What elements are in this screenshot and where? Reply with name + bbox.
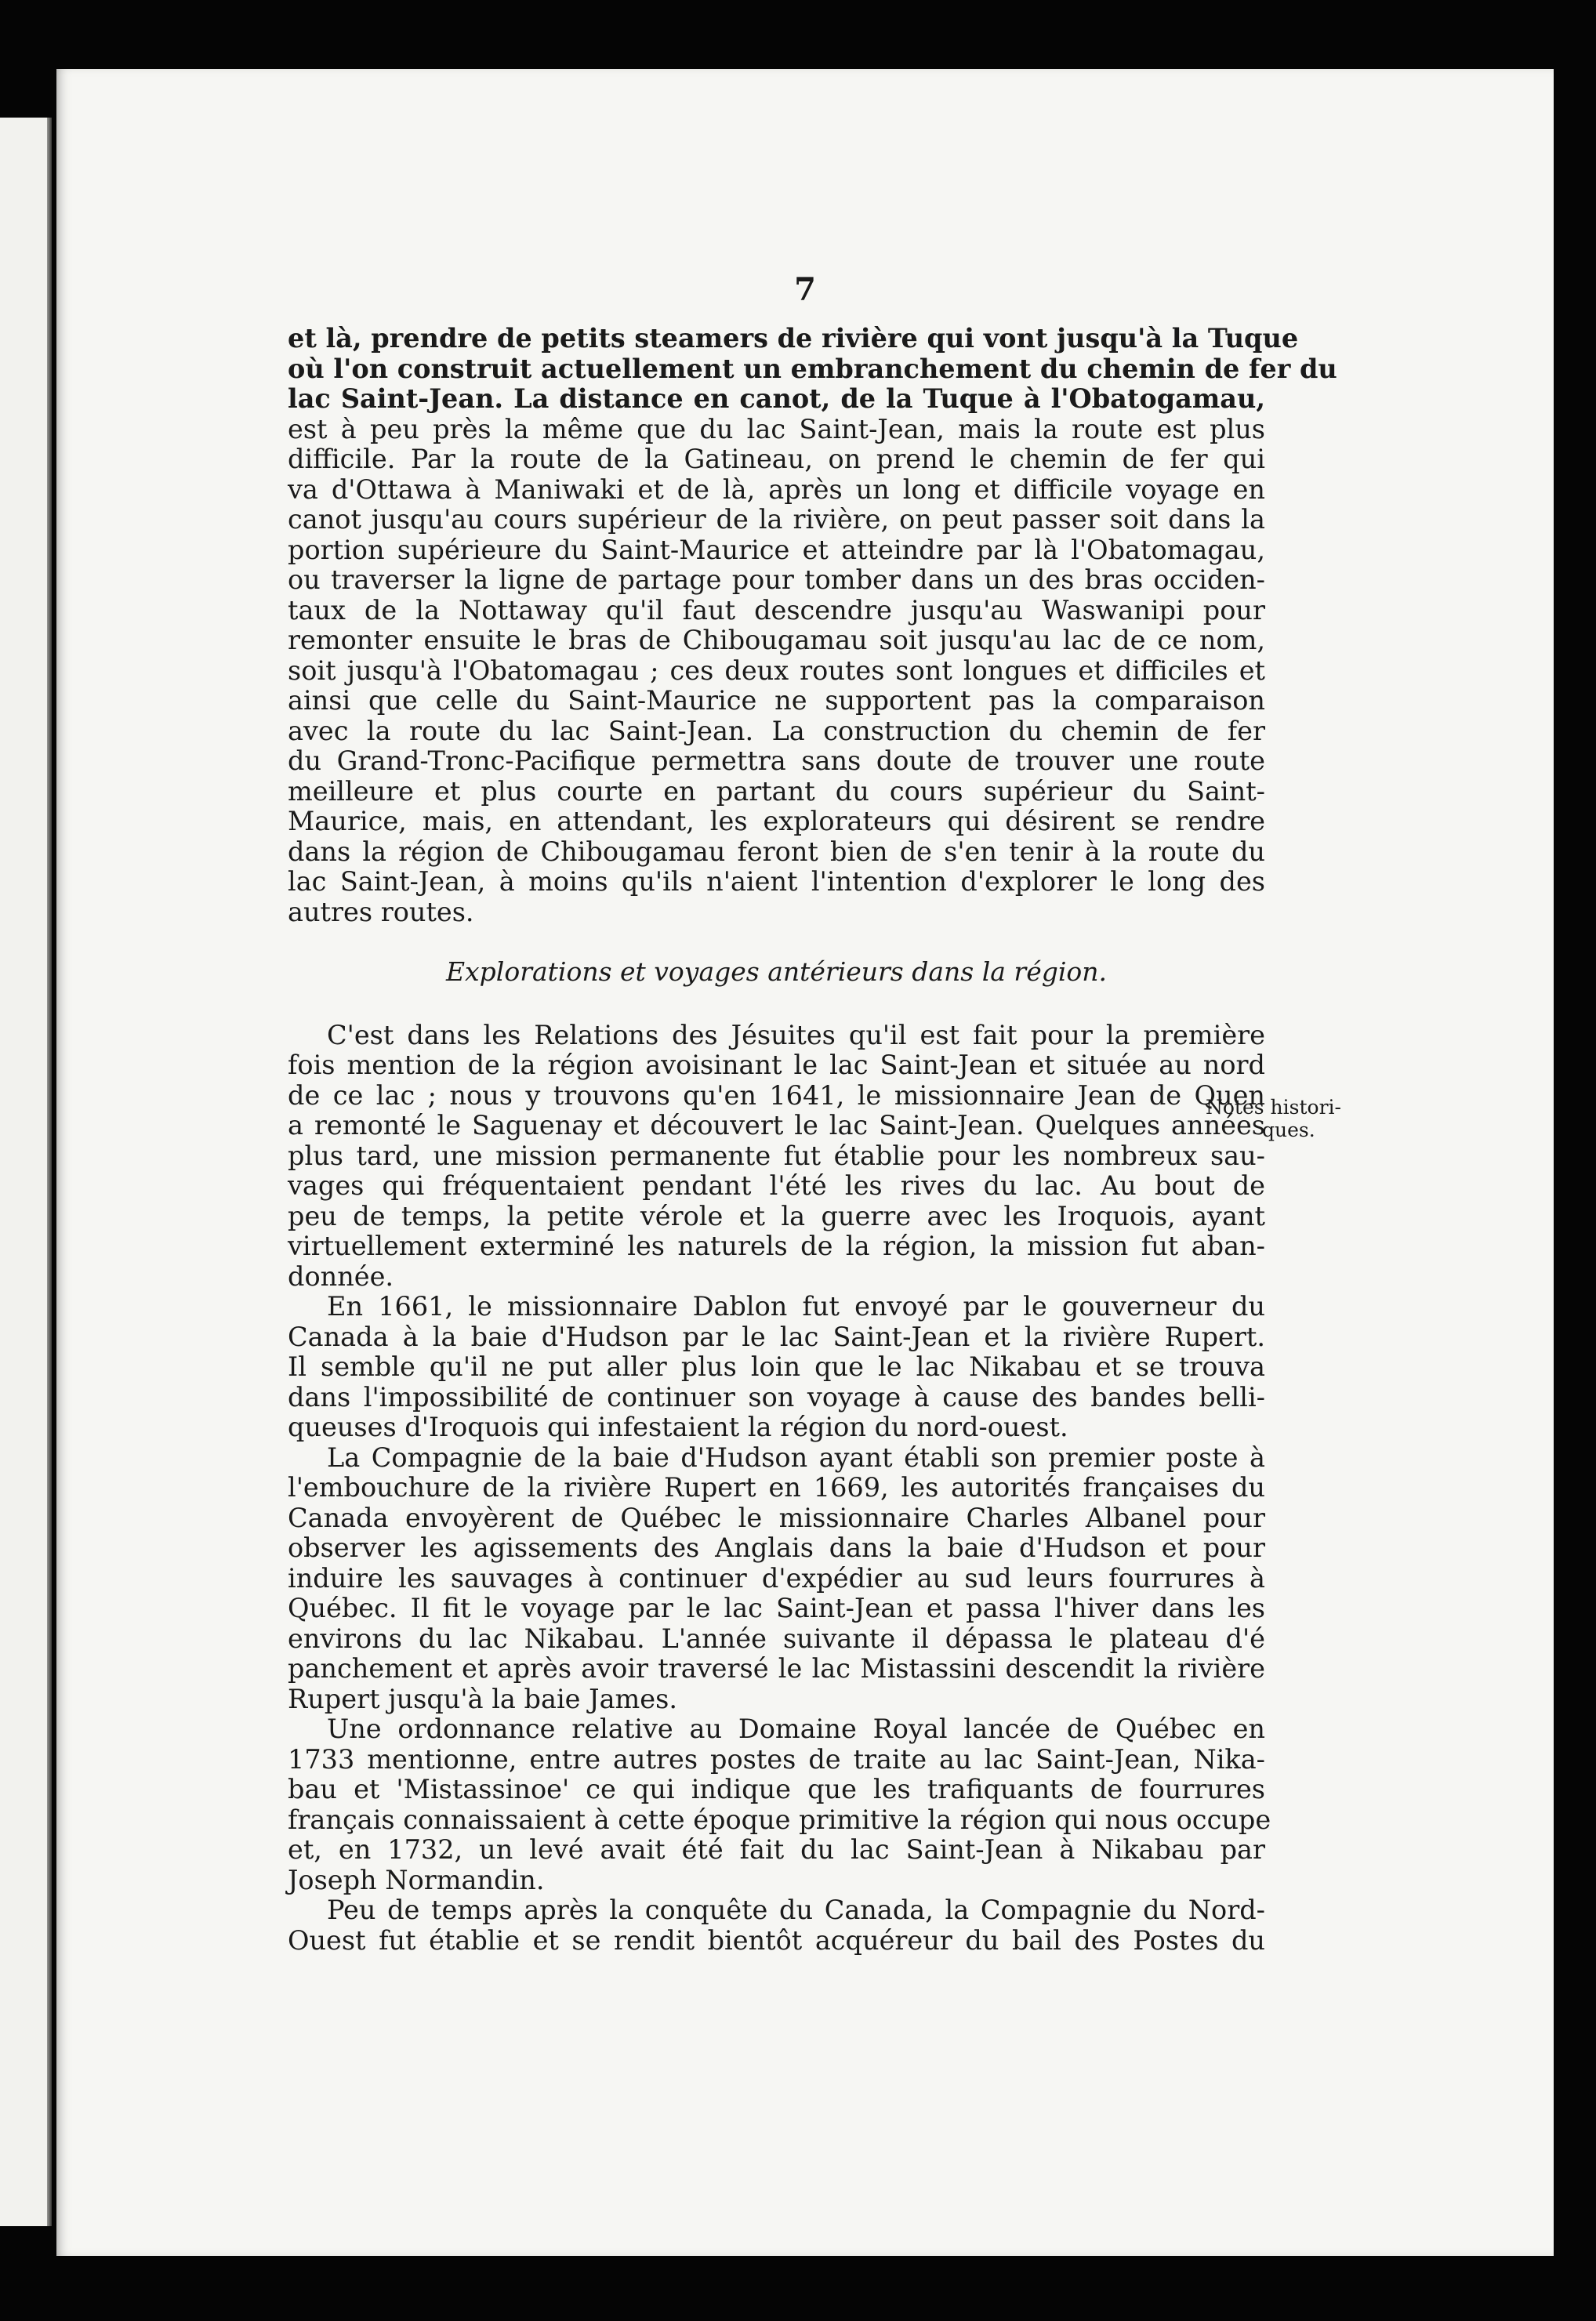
text-line: lac Saint-Jean, à moins qu'ils n'aient l'intention d'explorer le long des [288,866,1265,897]
text-line: En 1661, le missionnaire Dablon fut envoyé par le gouverneur du [327,1291,1265,1322]
text-line: Québec. Il fit le voyage par le lac Saint-Jean et passa l'hiver dans les [288,1593,1265,1623]
paragraph-north-west-company [288,1895,1265,1956]
text-line: ou traverser la ligne de partage pour tomber dans un des bras occiden- [288,564,1265,595]
text-line: virtuellement exterminé les naturels de la région, la mission fut aban- [288,1231,1265,1261]
text-line: français connaissaient à cette époque primitive la région qui nous occupe [288,1804,1271,1835]
text-line: canot jusqu'au cours supérieur de la rivière, on peut passer soit dans la [288,504,1265,535]
text-line: queuses d'Iroquois qui infestaient la région du nord-ouest. [288,1412,1068,1442]
paragraph-dablon [288,1292,1265,1443]
adjacent-page-edge [0,118,52,2226]
margin-note-line: ques. [1262,1119,1315,1141]
book-page [56,69,1554,2256]
section-heading: Explorations et voyages antérieurs dans la région. [445,956,1108,987]
text-line: l'embouchure de la rivière Rupert en 1669, les autorités françaises du [288,1472,1265,1503]
text-line: difficile. Par la route de la Gatineau, on prend le chemin de fer qui [288,444,1265,474]
text-line: Rupert jusqu'à la baie James. [288,1683,677,1714]
text-line: peu de temps, la petite vérole et la guerre avec les Iroquois, ayant [288,1200,1265,1231]
text-line: meilleure et plus courte en partant du cours supérieur du Saint- [288,775,1265,807]
text-line: donnée. [288,1260,394,1292]
text-line: va d'Ottawa à Maniwaki et de là, après un long et difficile voyage en [288,473,1265,505]
text-line: Ouest fut établie et se rendit bientôt acquéreur du bail des Postes du [288,1924,1265,1956]
paragraph-route-description [288,323,1337,927]
text-line: Peu de temps après la conquête du Canada, la Compagnie du Nord- [327,1895,1265,1925]
text-line: dans l'impossibilité de continuer son voyage à cause des bandes belli- [288,1381,1265,1413]
text-line: panchement et après avoir traversé le lac Mistassini descendit la rivière [288,1653,1265,1684]
text-line: et, en 1732, un levé avait été fait du lac Saint-Jean à Nikabau par [288,1834,1265,1865]
text-line: plus tard, une mission permanente fut établie pour les nombreux sau- [288,1140,1265,1171]
text-line: et là, prendre de petits steamers de rivière qui vont jusqu'à la Tuque [288,323,1299,354]
text-line: Canada à la baie d'Hudson par le lac Saint-Jean et la rivière Rupert. [288,1321,1265,1352]
text-line: remonter ensuite le bras de Chibougamau soit jusqu'au lac de ce nom, [288,625,1265,655]
text-line: Joseph Normandin. [288,1864,545,1895]
text-line: est à peu près la même que du lac Saint-Jean, mais la route est plus [288,413,1265,444]
text-line: a remonté le Saguenay et découvert le lac Saint-Jean. Quelques années [288,1110,1265,1141]
text-line: ainsi que celle du Saint-Maurice ne supportent pas la comparaison [288,685,1265,716]
paragraph-jesuit-relations [288,1021,1265,1293]
text-line: portion supérieure du Saint-Maurice et atteindre par là l'Obatomagau, [288,534,1265,565]
text-line: environs du lac Nikabau. L'année suivante il dépassa le plateau d'é [288,1623,1265,1654]
text-line: vages qui fréquentaient pendant l'été les rives du lac. Au bout de [288,1170,1265,1201]
text-line: autres routes. [288,896,474,927]
text-line: induire les sauvages à continuer d'expédier au sud leurs fourrures à [288,1562,1265,1594]
page-number: 7 [794,271,816,308]
text-line: 1733 mentionne, entre autres postes de traite au lac Saint-Jean, Nika- [288,1743,1265,1775]
text-line: du Grand-Tronc-Pacifique permettra sans doute de trouver une route [288,745,1265,776]
text-line: avec la route du lac Saint-Jean. La construction du chemin de fer [288,715,1265,746]
text-line: bau et 'Mistassinoe' ce qui indique que les trafiquants de fourrures [288,1774,1265,1804]
text-line: fois mention de la région avoisinant le lac Saint-Jean et située au nord [288,1050,1265,1080]
text-line: observer les agissements des Anglais dans la baie d'Hudson et pour [288,1532,1265,1563]
paragraph-hudson-bay-company [288,1443,1265,1715]
text-line: Maurice, mais, en attendant, les explorateurs qui désirent se rendre [288,806,1265,836]
text-line: soit jusqu'à l'Obatomagau ; ces deux routes sont longues et difficiles et [288,655,1265,686]
text-line: où l'on construit actuellement un embranchement du chemin de fer du [288,353,1337,384]
paragraph-domaine-royal [288,1714,1271,1895]
text-line: Une ordonnance relative au Domaine Royal lancée de Québec en [327,1714,1265,1744]
text-line: dans la région de Chibougamau feront bien de s'en tenir à la route du [288,836,1265,867]
text-line: de ce lac ; nous y trouvons qu'en 1641, le missionnaire Jean de Quen [288,1079,1265,1111]
text-line: Canada envoyèrent de Québec le missionnaire Charles Albanel pour [288,1502,1265,1533]
text-line: La Compagnie de la baie d'Hudson ayant établi son premier poste à [327,1442,1265,1473]
margin-note-line: Notes histori- [1206,1096,1341,1119]
text-line: taux de la Nottaway qu'il faut descendre jusqu'au Waswanipi pour [288,594,1265,626]
text-line: lac Saint-Jean. La distance en canot, de la Tuque à l'Obatogamau, [288,383,1265,414]
text-line: C'est dans les Relations des Jésuites qu'il est fait pour la première [327,1019,1265,1050]
text-line: Il semble qu'il ne put aller plus loin que le lac Nikabau et se trouva [288,1351,1265,1382]
